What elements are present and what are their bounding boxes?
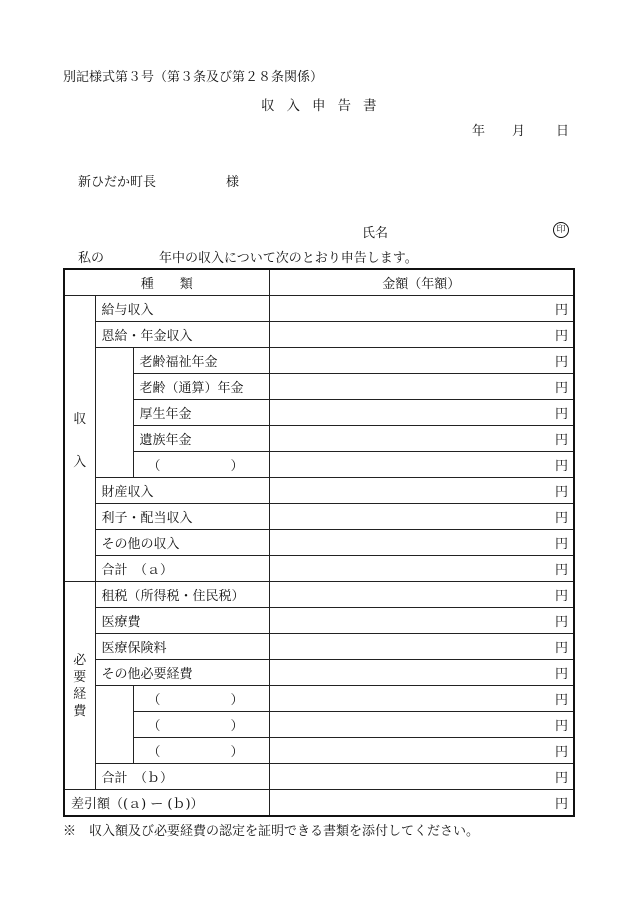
paren-close: ） xyxy=(230,459,244,474)
date-year-label: 年 xyxy=(472,124,486,139)
row-label-property: 財産収入 xyxy=(95,478,269,504)
table-row xyxy=(64,608,574,634)
table-row xyxy=(64,530,574,556)
amount-pension-sub[interactable] xyxy=(269,348,574,374)
table-row xyxy=(64,478,574,504)
footnote: ※ 収入額及び必要経費の認定を証明できる書類を添付してください。 xyxy=(63,824,480,839)
yen-unit: 円 xyxy=(555,589,569,604)
amount-salary[interactable] xyxy=(269,296,574,322)
table-row xyxy=(64,374,574,400)
blank-expense-field[interactable] xyxy=(133,686,269,712)
yen-unit: 円 xyxy=(555,615,569,630)
seal-icon: 印 xyxy=(553,222,569,238)
addressee-honorific: 様 xyxy=(226,175,240,190)
header-type: 種 類 xyxy=(64,269,269,296)
amount-tax[interactable] xyxy=(269,582,574,608)
amount-pension-sub[interactable] xyxy=(269,400,574,426)
table-row xyxy=(64,634,574,660)
row-label-expense-total: 合計 （ｂ） xyxy=(95,764,269,790)
row-label-interest: 利子・配当収入 xyxy=(95,504,269,530)
amount-pension[interactable] xyxy=(269,322,574,348)
row-label-insurance: 医療保険料 xyxy=(95,634,269,660)
expense-category-cell xyxy=(64,582,95,790)
yen-unit: 円 xyxy=(555,537,569,552)
row-label-pension-sub: 老齢（通算）年金 xyxy=(133,374,269,400)
name-label: 氏名 xyxy=(362,226,389,241)
table-row xyxy=(64,738,574,764)
amount-expense-sub[interactable] xyxy=(269,686,574,712)
amount-medical[interactable] xyxy=(269,608,574,634)
blank-expense-field[interactable] xyxy=(133,712,269,738)
header-amount: 金額（年額） xyxy=(269,269,574,296)
row-label-other-income: その他の収入 xyxy=(95,530,269,556)
income-category-char: 収 xyxy=(73,411,87,427)
table-row xyxy=(64,686,574,712)
yen-unit: 円 xyxy=(555,381,569,396)
row-label-pension-sub: 老齢福祉年金 xyxy=(133,348,269,374)
amount-insurance[interactable] xyxy=(269,634,574,660)
expense-category-char: 必 xyxy=(73,652,87,668)
date-day-label: 日 xyxy=(556,124,570,139)
row-label-pension-sub: 遺族年金 xyxy=(133,426,269,452)
amount-pension-sub[interactable] xyxy=(269,452,574,478)
income-category-char: 入 xyxy=(73,454,87,470)
row-label-difference: 差引額（(ａ) ー (ｂ)） xyxy=(64,790,269,817)
amount-pension-sub[interactable] xyxy=(269,426,574,452)
expense-category-char: 要 xyxy=(73,669,87,685)
row-label-pension: 恩給・年金収入 xyxy=(95,322,269,348)
table-row xyxy=(64,452,574,478)
blank-pension-field[interactable] xyxy=(133,452,269,478)
amount-other-income[interactable] xyxy=(269,530,574,556)
paren-open: （ xyxy=(147,693,161,708)
paren-close: ） xyxy=(230,719,244,734)
amount-pension-sub[interactable] xyxy=(269,374,574,400)
yen-unit: 円 xyxy=(555,745,569,760)
expense-category-char: 経 xyxy=(73,686,87,702)
amount-income-total[interactable] xyxy=(269,556,574,582)
yen-unit: 円 xyxy=(555,459,569,474)
amount-expense-sub[interactable] xyxy=(269,738,574,764)
table-row xyxy=(64,348,574,374)
yen-unit: 円 xyxy=(555,641,569,656)
yen-unit: 円 xyxy=(555,407,569,422)
table-row xyxy=(64,556,574,582)
yen-unit: 円 xyxy=(555,355,569,370)
addressee-name: 新ひだか町長 xyxy=(78,175,157,190)
page-title: 収入申告書 xyxy=(261,98,389,114)
amount-other-expense[interactable] xyxy=(269,660,574,686)
paren-open: （ xyxy=(147,719,161,734)
row-label-pension-sub: 厚生年金 xyxy=(133,400,269,426)
yen-unit: 円 xyxy=(555,485,569,500)
table-row xyxy=(64,660,574,686)
yen-unit: 円 xyxy=(555,771,569,786)
table-row xyxy=(64,790,574,817)
row-label-other-expense: その他必要経費 xyxy=(95,660,269,686)
blank-expense-field[interactable] xyxy=(133,738,269,764)
yen-unit: 円 xyxy=(555,693,569,708)
amount-interest[interactable] xyxy=(269,504,574,530)
yen-unit: 円 xyxy=(555,719,569,734)
declaration-prefix: 私の xyxy=(78,251,105,266)
date-month-label: 月 xyxy=(512,124,526,139)
table-row xyxy=(64,426,574,452)
row-label-medical: 医療費 xyxy=(95,608,269,634)
paren-close: ） xyxy=(230,745,244,760)
table-row xyxy=(64,322,574,348)
expense-category-char: 費 xyxy=(73,703,87,719)
yen-unit: 円 xyxy=(555,433,569,448)
expense-indent-cell xyxy=(95,686,133,764)
table-row xyxy=(64,712,574,738)
income-category-cell xyxy=(64,296,95,582)
yen-unit: 円 xyxy=(555,303,569,318)
paren-open: （ xyxy=(147,745,161,760)
paren-open: （ xyxy=(147,459,161,474)
amount-property[interactable] xyxy=(269,478,574,504)
amount-difference[interactable] xyxy=(269,790,574,817)
paren-close: ） xyxy=(230,693,244,708)
row-label-tax: 租税（所得税・住民税） xyxy=(95,582,269,608)
yen-unit: 円 xyxy=(555,667,569,682)
yen-unit: 円 xyxy=(555,329,569,344)
table-row xyxy=(64,296,574,322)
table-row xyxy=(64,582,574,608)
amount-expense-sub[interactable] xyxy=(269,712,574,738)
yen-unit: 円 xyxy=(555,563,569,578)
table-row xyxy=(64,504,574,530)
table-header-row xyxy=(64,269,574,296)
table-row xyxy=(64,400,574,426)
income-declaration-table xyxy=(63,268,575,817)
row-label-salary: 給与収入 xyxy=(95,296,269,322)
table-row xyxy=(64,764,574,790)
row-label-income-total: 合計 （ａ） xyxy=(95,556,269,582)
yen-unit: 円 xyxy=(555,511,569,526)
yen-unit: 円 xyxy=(555,797,569,812)
pension-indent-cell xyxy=(95,348,133,478)
form-number: 別記様式第３号（第３条及び第２８条関係） xyxy=(63,70,324,85)
amount-expense-total[interactable] xyxy=(269,764,574,790)
declaration-text: 年中の収入について次のとおり申告します。 xyxy=(159,251,418,266)
